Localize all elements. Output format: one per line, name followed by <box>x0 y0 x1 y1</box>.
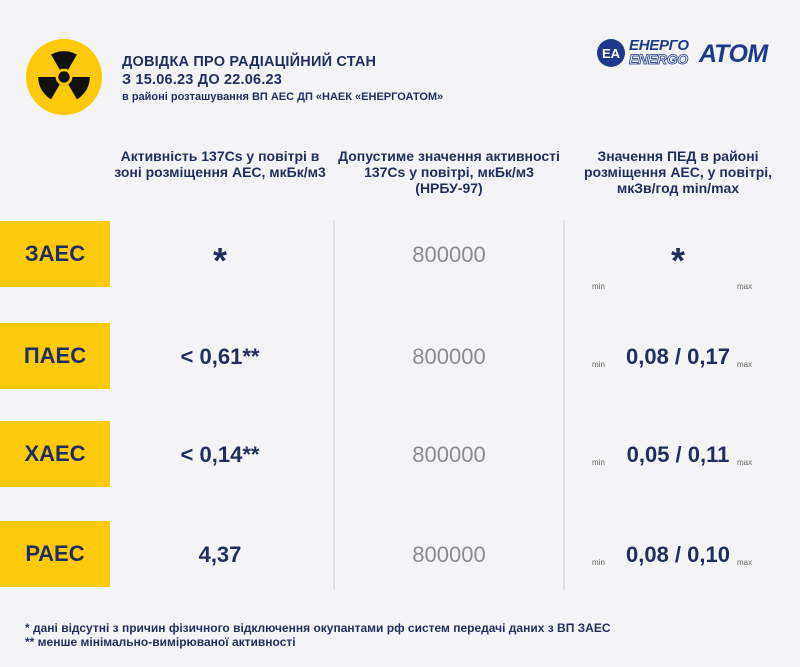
limit-value: 800000 <box>412 344 486 369</box>
date-range: З 15.06.23 ДО 22.06.23 <box>122 72 283 88</box>
plant-label: ЗАЕС <box>0 221 110 287</box>
ped-value: 0,08 / 0,17 <box>626 344 730 369</box>
brand-text-top: ЕНЕРГО <box>629 37 689 54</box>
min-label: min <box>592 360 605 369</box>
ped-value: 0,05 / 0,11 <box>626 442 730 467</box>
brand-text-right: АТОМ <box>699 40 768 68</box>
footnote: ** менше мінімально-вимірюваної активності <box>25 635 296 649</box>
column-divider <box>333 220 335 590</box>
max-label: max <box>737 282 753 291</box>
max-label: max <box>737 558 753 567</box>
footnote: * дані відсутні з причин фізичного відключення окупантами рф систем передачі даних з ВП ЗАЕС <box>25 621 611 635</box>
plant-label: РАЕС <box>0 521 110 587</box>
activity-value: * <box>212 240 227 281</box>
brand-text-bottom: ENERGO <box>629 51 688 67</box>
min-label: min <box>592 458 605 467</box>
activity-value: 4,37 <box>198 542 242 567</box>
column-divider <box>563 220 565 590</box>
limit-value: 800000 <box>412 442 486 467</box>
energoatom-logo <box>596 37 786 71</box>
ped-value: * <box>670 240 685 281</box>
column-header-ped: Значення ПЕД в районі розміщення АЕС, у повітрі, мкЗв/год min/max <box>583 148 773 196</box>
svg-text:ЕА: ЕА <box>601 46 621 61</box>
column-header-limit: Допустиме значення активності 137Cs у повітрі, мкБк/м3 (НРБУ-97) <box>338 148 560 196</box>
min-label: min <box>592 558 605 567</box>
activity-value: < 0,61** <box>180 344 260 369</box>
energoatom-emblem-icon <box>596 38 626 68</box>
limit-value: 800000 <box>412 542 486 567</box>
page-subtitle: в районі розташування ВП АЕС ДП «НАЕК «ЕНЕРГОАТОМ» <box>122 91 444 103</box>
column-header-activity: Активність 137Cs у повітрі в зоні розміщення АЕС, мкБк/м3 <box>114 148 326 180</box>
limit-value: 800000 <box>412 242 486 267</box>
min-label: min <box>592 282 605 291</box>
radiation-icon <box>26 39 102 115</box>
max-label: max <box>737 458 753 467</box>
plant-label: ПАЕС <box>0 323 110 389</box>
ped-value: 0,08 / 0,10 <box>626 542 730 567</box>
max-label: max <box>737 360 753 369</box>
plant-label: ХАЕС <box>0 421 110 487</box>
page-title: ДОВІДКА ПРО РАДІАЦІЙНИЙ СТАН <box>122 54 377 70</box>
activity-value: < 0,14** <box>180 442 260 467</box>
